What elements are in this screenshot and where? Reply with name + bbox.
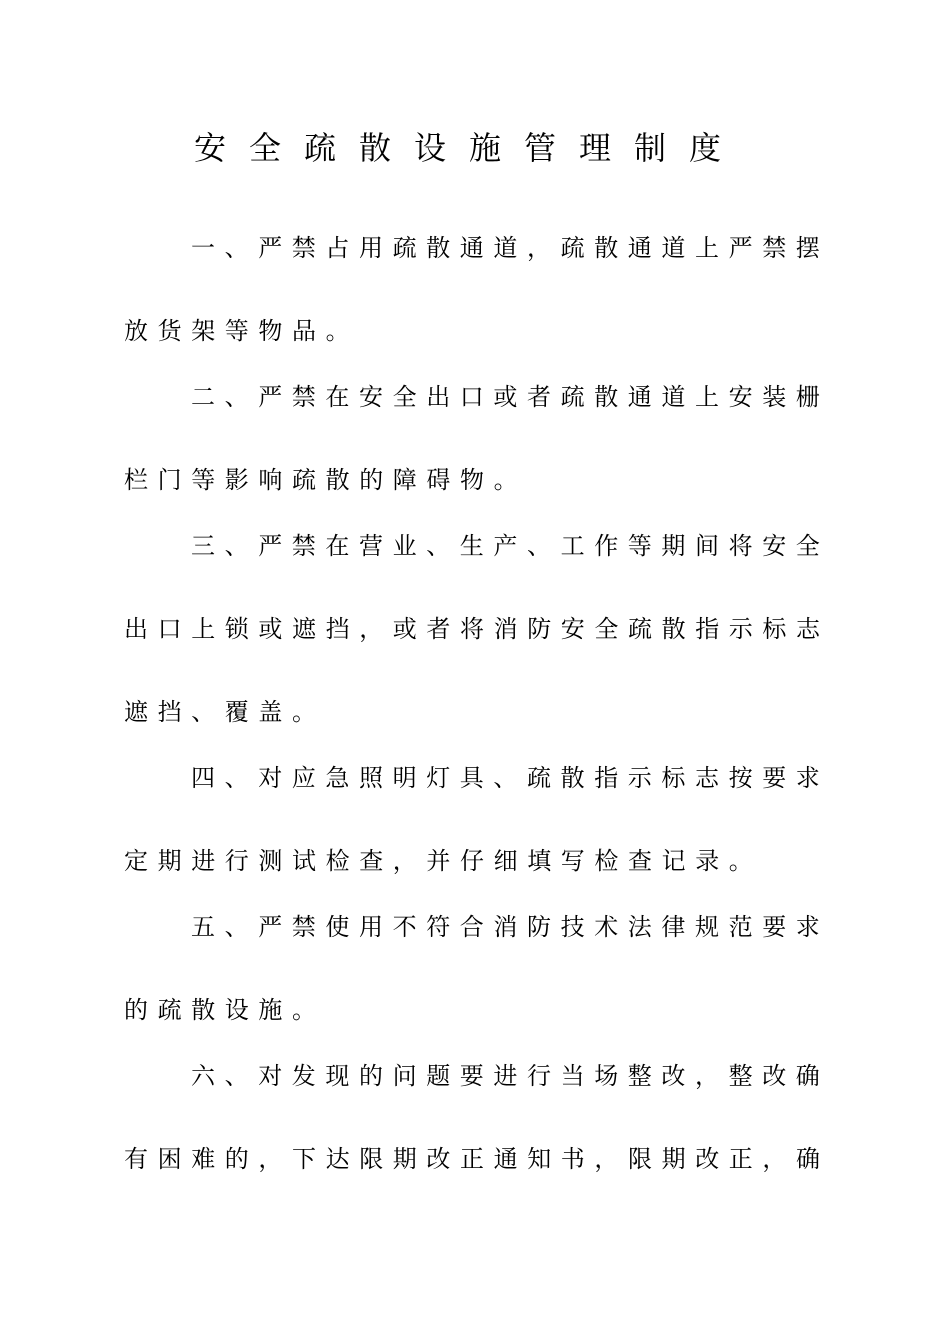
rule-1-line-2: 放货架等物品。 <box>124 317 360 345</box>
rule-1-line-1: 一、严禁占用疏散通道，疏散通道上严禁摆 <box>191 234 830 262</box>
rule-5-line-2: 的疏散设施。 <box>124 996 326 1024</box>
document-title: 安全疏散设施管理制度 <box>193 129 744 167</box>
rule-3-line-2: 出口上锁或遮挡，或者将消防安全疏散指示标志 <box>124 615 830 643</box>
rule-3-line-1: 三、严禁在营业、生产、工作等期间将安全 <box>191 532 830 560</box>
rule-4-line-1: 四、对应急照明灯具、疏散指示标志按要求 <box>191 764 830 792</box>
rule-2-line-1: 二、严禁在安全出口或者疏散通道上安装栅 <box>191 383 830 411</box>
rule-3-line-3: 遮挡、覆盖。 <box>124 698 326 726</box>
rule-5-line-1: 五、严禁使用不符合消防技术法律规范要求 <box>191 913 830 941</box>
rule-2-line-2: 栏门等影响疏散的障碍物。 <box>124 466 528 494</box>
rule-6-line-1: 六、对发现的问题要进行当场整改，整改确 <box>191 1062 830 1090</box>
rule-4-line-2: 定期进行测试检查，并仔细填写检查记录。 <box>124 847 763 875</box>
rule-6-line-2: 有困难的，下达限期改正通知书，限期改正，确 <box>124 1145 830 1173</box>
